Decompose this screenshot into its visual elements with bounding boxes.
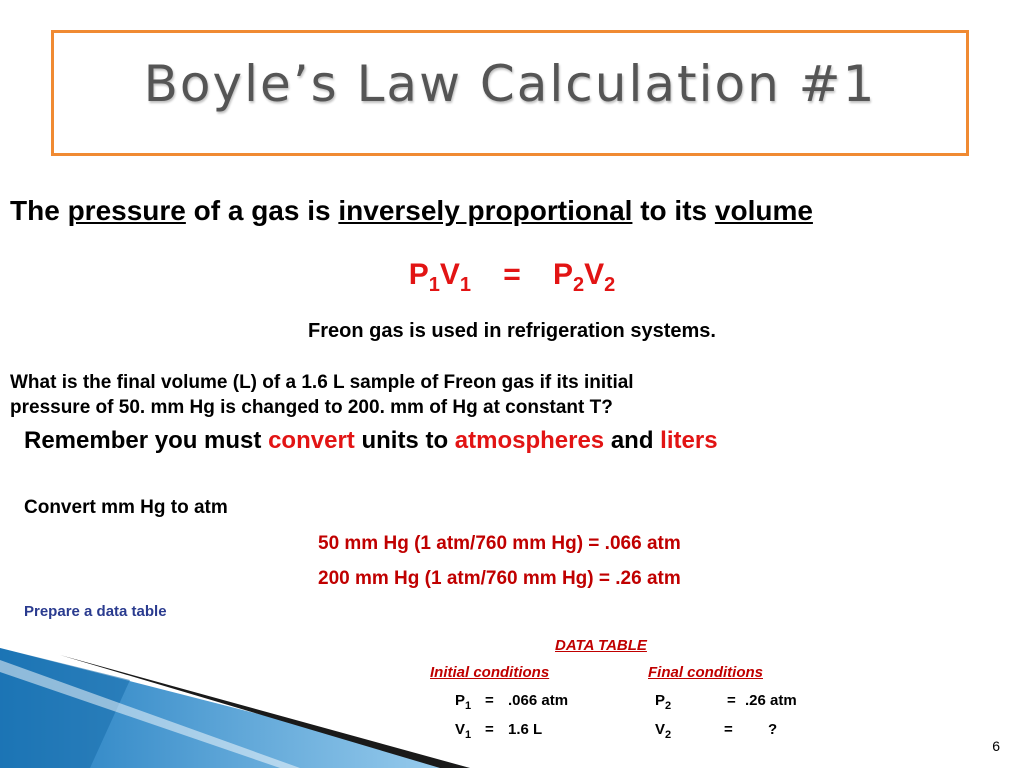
v2-subscript: 2 — [665, 729, 672, 741]
eq-equals: = — [503, 258, 521, 291]
final-conditions-header: Final conditions — [648, 664, 763, 681]
eq-v1-sub: 1 — [459, 274, 471, 296]
remember-text-3: and — [604, 427, 661, 454]
remember-convert: convert — [268, 427, 355, 454]
p1-subscript: 1 — [465, 700, 472, 712]
statement-pressure: pressure — [67, 195, 186, 226]
p2-equals: = — [727, 692, 736, 709]
eq-v1: V — [439, 258, 460, 291]
question-line-2: pressure of 50. mm Hg is changed to 200. mm of Hg at constant T? — [10, 397, 613, 418]
remember-atmospheres: atmospheres — [454, 427, 605, 454]
statement-text-1: The — [10, 195, 68, 226]
eq-p2-sub: 2 — [573, 274, 585, 296]
p1-value: .066 atm — [508, 692, 569, 709]
slide-title: Boyle’s Law Calculation #1 — [143, 55, 877, 113]
eq-p1-sub: 1 — [428, 274, 440, 296]
convert-heading: Convert mm Hg to atm — [24, 497, 228, 518]
remember-text-2: units to — [354, 427, 455, 454]
statement-text-2: of a gas is — [185, 195, 339, 226]
remember-text-1: Remember you must — [24, 427, 269, 454]
v2-value: ? — [768, 721, 778, 738]
v1-label — [455, 721, 471, 741]
eq-p2: P — [553, 258, 574, 291]
remember-note — [24, 427, 718, 455]
p1-equals: = — [485, 692, 494, 709]
eq-p1: P — [408, 258, 429, 291]
statement-text-3: to its — [632, 195, 715, 226]
boyles-law-statement — [10, 195, 813, 227]
v2-label — [655, 721, 671, 741]
title-box — [51, 30, 969, 156]
prepare-data-table-label: Prepare a data table — [24, 603, 167, 620]
question-text — [10, 370, 810, 420]
data-table-title: DATA TABLE — [555, 637, 647, 654]
v1-subscript: 1 — [465, 729, 472, 741]
p2-value: .26 atm — [745, 692, 797, 709]
conversion-line-1: 50 mm Hg (1 atm/760 mm Hg) = .066 atm — [318, 533, 681, 554]
v2-equals: = — [724, 721, 733, 738]
statement-volume: volume — [714, 195, 813, 226]
remember-liters: liters — [660, 427, 718, 454]
v2-letter: V — [655, 721, 666, 738]
v1-value: 1.6 L — [508, 721, 543, 738]
initial-conditions-header: Initial conditions — [430, 664, 550, 681]
p1-label — [455, 692, 471, 712]
v1-equals: = — [485, 721, 494, 738]
boyles-law-equation — [0, 258, 1024, 297]
corner-decoration — [0, 600, 470, 768]
eq-v2-sub: 2 — [604, 274, 616, 296]
p1-letter: P — [455, 692, 466, 709]
p2-subscript: 2 — [665, 700, 672, 712]
freon-line: Freon gas is used in refrigeration systems. — [308, 320, 716, 342]
statement-inversely-proportional: inversely proportional — [338, 195, 633, 226]
v1-letter: V — [455, 721, 466, 738]
conversion-line-2: 200 mm Hg (1 atm/760 mm Hg) = .26 atm — [318, 568, 681, 589]
question-line-1: What is the final volume (L) of a 1.6 L sample of Freon gas if its initial — [10, 372, 634, 393]
p2-label — [655, 692, 671, 712]
eq-v2: V — [584, 258, 605, 291]
p2-letter: P — [655, 692, 666, 709]
page-number: 6 — [992, 738, 1000, 754]
